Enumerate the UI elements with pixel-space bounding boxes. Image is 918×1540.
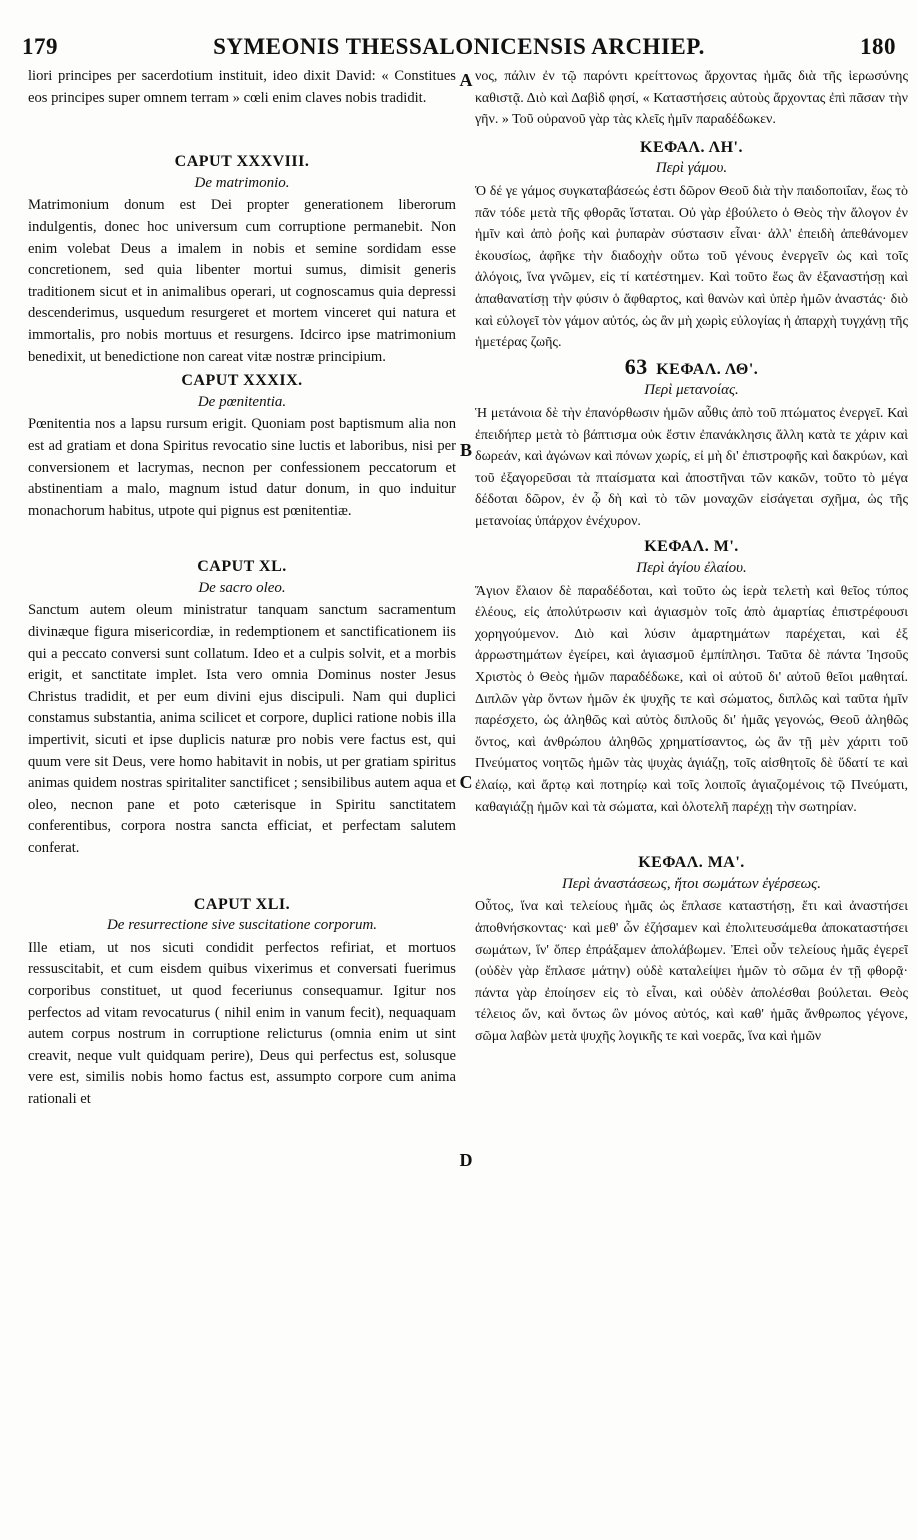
greek-chapter-41-title: ΚΕΦΑΛ. ΜΑ'.	[638, 854, 745, 872]
latin-chapter-39-subtitle: De pœnitentia.	[197, 393, 287, 410]
running-title: SYMEONIS THESSALONICENSIS ARCHIEP.	[213, 34, 705, 59]
latin-chapter-41-text: Ille etiam, ut nos sicuti condidit perfectos refiriat, et mortuos ressuscitabit, et cum eisdem quibus vixerimus et conversati fuerimus corporibus constituet, ut quod feceriunus consequamur. Igitur nos perfectos ad vitam revocaturus ( nihil enim in vanum fecit), nequaquam autem corpus nostrum in corruptione relicturus (omnia enim ut sint creavit, neque vult quidquam perire), Deus qui perfectus est, solusque vere est, similis nobis homo factus est, assumpto corpore cum anima rationali et	[28, 939, 456, 1107]
greek-chapter-40-title: ΚΕΦΑΛ. Μ'.	[644, 538, 739, 556]
section-marker-a: A	[459, 70, 473, 90]
greek-chapter-39-subtitle: Περὶ μετανοίας.	[644, 382, 739, 399]
greek-chapter-38-subtitle: Περὶ γάμου.	[655, 160, 728, 177]
greek-chapter-39-title: ΚΕΦΑΛ. ΛΘ'.	[656, 360, 759, 378]
latin-chapter-40-text: Sanctum autem oleum ministratur tanquam sanctum sacramentum divinæque figura misericordiæ, in redemptionem et sanctificationem iis qui a peccato conversi sunt collatum. Ideo et a culpis solvit, et a morbis erigit, et sanctitate implet. Ista vero omnia Dominus noster Jesus Christus tradidit, et per eum divini ejus discipuli. Nam qui duplici constamus substantia, anima scilicet et corpore, duplici ratione nobis illa impertivit, sicuti et ipse duplicis naturæ pro nobis vere factus est, qui quum vere sit Deus, vere homo habitavit in nobis, ut per gratiam spiritus animas quidem nostras spiritaliter sanctificet ; sensibilibus autem aqua et oleo, necnon pane et poto cæterisque in Spiritu sanctitatem conferentibus, corpora nostra sancta efficiat, et perfectam salutem conferat.	[28, 602, 456, 856]
latin-chapter-40-title: CAPUT XL.	[197, 558, 287, 576]
latin-chapter-39-title: CAPUT XXXIX.	[181, 372, 303, 390]
greek-chapter-40-subtitle: Περὶ ἁγίου ἐλαίου.	[636, 560, 747, 577]
latin-chapter-40-subtitle: De sacro oleo.	[198, 579, 286, 596]
greek-chapter-39-heading	[475, 353, 908, 381]
section-marker-b: B	[459, 440, 472, 460]
greek-chapter-40-text: Ἅγιον ἔλαιον δὲ παραδέδοται, καὶ τοῦτο ὡς ἱερὰ τελετὴ καὶ θεῖος τύπος ἐλέους, εἰς ἀπολύτρωσιν καὶ ἁγιασμὸν τοῖς ἀπὸ ἁμαρτίας ἐπιστρέφουσι χορηγούμενον. Διὸ καὶ λύσιν ἁμαρτημάτων παρέχεται, καὶ ἐξ ἀρρωστημάτων ἐγείρει, καὶ ἁγιασμοῦ ἐμπίπλησι. Ταῦτα δὲ πάντα Ἰησοῦς Χριστὸς ὁ Θεὸς ἡμῶν παραδέδωκε, καὶ οἱ αὐτοῦ δι' αὐτοῦ θεῖοι μαθηταί. Διπλῶν γὰρ ὄντων ἡμῶν ἐκ ψυχῆς τε καὶ σώματος, διπλῶς καὶ ταῦτα ἡμῖν παρέσχετο, ὡς ἀληθῶς καὶ αὐτὸς διπλοῦς δι' ἡμᾶς γεγονώς, Θεοῦ ἀληθῶς ὄντος, καὶ ἀνθρώπου ἀληθῶς χρηματίσαντος, ὡς ἂν τῇ μὲν χάριτι τοῦ Πνεύματος νοητῶς ἡμῶν τὰς ψυχὰς ἁγιάζῃ, τοῖς αἰσθητοῖς δὲ ὕδατί τε καὶ ἐλαίῳ, καὶ ἄρτῳ καὶ ποτηρίῳ καὶ τοῖς λοιποῖς ἁγιαζομένοις τῷ Πνεύματι, καθαγιάζῃ ἡμῶν καὶ τὰ σώματα, καὶ ὁλοτελῆ παρέχῃ τὴν σωτηρίαν.	[475, 583, 908, 815]
page-number-left: 179	[22, 34, 58, 59]
latin-chapter-38-text: Matrimonium donum est Dei propter generationem liberorum indulgentis, donec hoc universum cum corruptione permanebit. Non enim volebat Deus a imalem in nobis et semine sordidam esse concretionem, sed quia libenter mortui sumus, dimisit generis traditionem sicut et in animalibus operari, ut cognoscamus quia depressi descenderimus, usquedum resurgeret et mortem vinceret qui natura et immortalis, pro nobis mortuus et resurgens. Idcirco ipse matrimonium benedixit, ut benedictione non careat vitæ nostræ principium.	[28, 197, 456, 365]
greek-chapter-41-text: Οὗτος, ἵνα καὶ τελείους ἡμᾶς ὡς ἔπλασε καταστήσῃ, ἔτι καὶ ἀναστήσει ἀποθνήσκοντας· καὶ μεθ' ὧν ἐζήσαμεν καὶ ἐπολιτευσάμεθα ἀποκαταστήσει σωμάτων, ἵν' ὅπερ ἐπράξαμεν ἀπολάβωμεν. Ἐπεὶ οὖν τελείους ἡμᾶς ἐγερεῖ (οὐδὲν γὰρ ἔπλασε μάτην) οὐδὲ καταλείψει ἡμῶν τὸ σῶμα ἐν τῇ φθορᾷ· πάντα γὰρ ἐποίησεν εἰς τὸ εἶναι, καὶ οὐδὲν ἀπολέσθαι βούλεται. Θεὸς τέλειος ὤν, καὶ ὄντως ὢν μόνος αὐτός, καὶ καθ' ἡμᾶς ἄνθρωπος γέγονε, σῶμα λαβὼν μετὰ ψυχῆς λογικῆς τε καὶ νοερᾶς, ἵνα καὶ ἡμῶν	[475, 899, 908, 1044]
greek-chapter-38-title: ΚΕΦΑΛ. ΛΗ'.	[640, 138, 743, 156]
greek-chapter-41-subtitle: Περὶ ἀναστάσεως, ἤτοι σωμάτων ἐγέρσεως.	[561, 875, 822, 892]
section-marker-d: D	[459, 1150, 473, 1170]
latin-intro: liori principes per sacerdotium instituit, ideo dixit David: « Constitues eos principes super omnem terram » cœli enim claves nobis tradidit.	[28, 68, 456, 106]
latin-chapter-41-title: CAPUT XLI.	[193, 895, 291, 913]
page-number-right: 180	[860, 34, 896, 59]
latin-chapter-38-subtitle: De matrimonio.	[194, 174, 290, 191]
folio-number: 63	[624, 353, 648, 379]
section-marker-c: C	[459, 772, 473, 792]
greek-chapter-38-text: Ὁ δέ γε γάμος συγκαταβάσεώς ἐστι δῶρον Θεοῦ διὰ τὴν παιδοποιΐαν, ἕως τὸ πᾶν τόδε μετὰ τῆς φθορᾶς ἵσταται. Οὐ γὰρ ἐβούλετο ὁ Θεὸς τὴν ἄλογον ἐν ἡμῖν καὶ ἀπὸ ῥοῆς καὶ ῥυπαρὰν σύστασιν εἶναι· ἀλλ' ἐπειδὴ ἀπεθάνομεν ἑκουσίως, ἀφῆκε τὴν διαδοχὴν οὕτω τοῦ γένους ἐνεργεῖν ὡς καὶ τοῖς ἀλόγοις, ἵνα γνῶμεν, εἰς τί κατέστημεν. Καὶ τοῦτο ἕως ἂν ἐξαναστήσῃ καὶ ἀπαθανατίσῃ τὴν φύσιν ὁ ἄφθαρτος, καὶ θανὼν καὶ ὑπὲρ ἡμῶν ἀναστάς· διὸ καὶ εὐλογεῖ τὸν γάμον αὐτός, ὡς ἂν μὴ χωρὶς εὐλογίας ἡ ἀπαρχὴ τυγχάνῃ τῆς ἡμετέρας ζωῆς.	[475, 183, 908, 351]
latin-chapter-38-title: CAPUT XXXVIII.	[174, 153, 310, 171]
greek-intro: νος, πάλιν ἐν τῷ παρόντι κρείττονως ἄρχοντας ἡμᾶς διὰ τῆς ἱερωσύνης καθιστᾷ. Διὸ καὶ Δαβὶδ φησί, « Καταστήσεις αὐτοὺς ἄρχοντας ἐπὶ πᾶσαν τὴν γῆν. » Τοῦ οὐρανοῦ γὰρ τὰς κλεῖς ἡμῖν παραδέδωκεν.	[475, 69, 908, 128]
latin-chapter-39-text: Pœnitentia nos a lapsu rursum erigit. Quoniam post baptismum alia non est ad gratiam et dona Spiritus revocatio sine luctis et laboribus, nisi per conversionem et lacrymas, necnon per confessionem peccatorum et abstinentiam a malo, magnum istud datur donum, in quo induitur monachorum habitus, utpote qui pignus est pœnitentiæ.	[28, 416, 456, 519]
greek-chapter-39-text: Ἡ μετάνοια δὲ τὴν ἐπανόρθωσιν ἡμῶν αὖθις ἀπὸ τοῦ πτώματος ἐνεργεῖ. Καὶ ἐπειδήπερ μετὰ τὸ βάπτισμα οὐκ ἔστιν ἐπανάκλησις ἄλλη κατὰ τε χάριν καὶ δωρεάν, καὶ ἀγώνων καὶ πόνων χωρίς, εἰ μὴ δι' ἐπιστροφῆς καὶ δακρύων, καὶ τοῦ ἐξαγορεῦσαι τὰ πταίσματα καὶ ἀποστῆναι τῶν κακῶν, τοῦτο τὸ μέγα δέδοται δῶρον, ἐν ᾧ δὴ καὶ τὸ τῶν μοναχῶν εἰσάγεται σχῆμα, ὡς τῆς μετανοίας ὑπάρχον ἐνέχυρον.	[475, 405, 908, 529]
greek-column	[475, 66, 908, 1536]
running-header	[0, 30, 918, 64]
latin-chapter-41-subtitle: De resurrectione sive suscitatione corporum.	[106, 917, 378, 934]
latin-column	[28, 66, 456, 1536]
